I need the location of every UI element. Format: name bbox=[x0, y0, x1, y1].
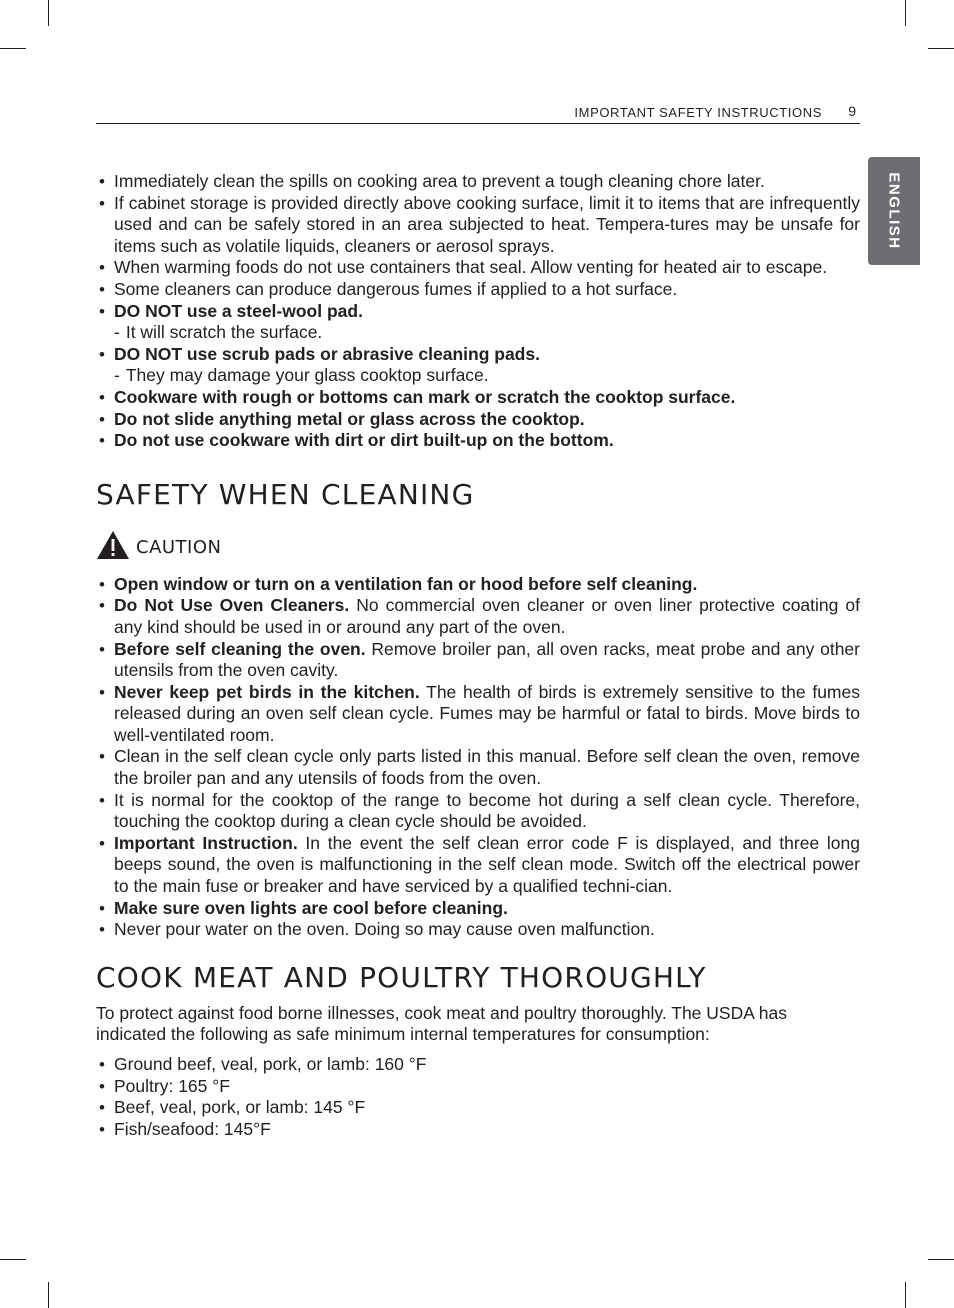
warning-icon bbox=[96, 530, 130, 560]
page-number: 9 bbox=[848, 103, 856, 119]
list-item-text: Never pour water on the oven. Doing so may cause oven malfunction. bbox=[114, 919, 655, 940]
list-item bbox=[96, 430, 860, 452]
list-item bbox=[96, 1054, 860, 1076]
list-item-text: Immediately clean the spills on cooking area to prevent a tough cleaning chore later. bbox=[114, 171, 765, 191]
list-item bbox=[96, 171, 860, 193]
list-item-text: When warming foods do not use containers that seal. Allow venting for heated air to escape. bbox=[114, 257, 828, 278]
list-item-text: It is normal for the cooktop of the range to become hot during a self clean cycle. Therefore, touching the cooktop during a clean cycle should be avoided. bbox=[114, 789, 860, 832]
list-item-text: Poultry: 165 °F bbox=[114, 1075, 230, 1096]
list-item bbox=[96, 898, 860, 920]
crop-mark bbox=[905, 1282, 906, 1308]
list-item bbox=[96, 574, 860, 596]
language-tab bbox=[868, 157, 920, 265]
list-item-text: In the event the self clean error code F is displayed, and three long beeps sound, the oven is malfunctioning in the self clean mode. Switch off the electrical power to the main fuse or breaker and have serviced by a qualified techni-cian. bbox=[114, 832, 860, 897]
section-heading-cook-meat: COOK MEAT AND POULTRY THOROUGHLY bbox=[96, 960, 707, 994]
list-item bbox=[96, 409, 860, 431]
language-tab-label: ENGLISH bbox=[885, 172, 903, 250]
list-item bbox=[96, 257, 860, 279]
list-item-bold-text: Cookware with rough or bottoms can mark or scratch the cooktop surface. bbox=[114, 386, 736, 407]
caution-label: CAUTION bbox=[136, 537, 222, 559]
crop-mark bbox=[928, 1259, 954, 1260]
temperature-list bbox=[96, 1054, 860, 1140]
crop-mark bbox=[0, 48, 26, 49]
page-content bbox=[96, 171, 860, 1140]
crop-mark bbox=[0, 1259, 26, 1260]
running-header bbox=[96, 103, 860, 124]
crop-mark bbox=[928, 48, 954, 49]
list-item-bold-text: Do not slide anything metal or glass across the cooktop. bbox=[114, 408, 585, 429]
cook-meat-intro: To protect against food borne illnesses, cook meat and poultry thoroughly. The USDA has indicated the following as safe minimum internal temperatures for consumption: bbox=[96, 1002, 788, 1045]
crop-mark bbox=[48, 1282, 49, 1308]
cooktop-safety-list bbox=[96, 171, 860, 452]
list-item-text: Beef, veal, pork, or lamb: 145 °F bbox=[114, 1097, 366, 1118]
list-item-bold-text: Do Not Use Oven Cleaners. bbox=[114, 595, 350, 616]
list-item-bold-text: DO NOT use scrub pads or abrasive cleaning pads. bbox=[114, 343, 540, 364]
list-item-bold-text: DO NOT use a steel-wool pad. bbox=[114, 300, 363, 321]
list-item-text: Fish/seafood: 145°F bbox=[114, 1118, 271, 1139]
list-item-bold-text: Important Instruction. bbox=[114, 832, 298, 853]
caution-row bbox=[96, 530, 860, 560]
sub-item-text: It will scratch the surface. bbox=[125, 322, 323, 343]
section-heading-cleaning: SAFETY WHEN CLEANING bbox=[96, 477, 475, 511]
running-title: IMPORTANT SAFETY INSTRUCTIONS bbox=[574, 105, 822, 120]
list-item bbox=[96, 301, 860, 344]
list-item bbox=[96, 193, 860, 258]
list-item bbox=[96, 919, 860, 941]
list-item bbox=[96, 1076, 860, 1098]
list-item bbox=[96, 1119, 860, 1141]
list-item-text: Remove broiler pan, all oven racks, meat probe and any other utensils from the oven cavity. bbox=[114, 638, 860, 681]
sub-item bbox=[114, 365, 860, 387]
list-item-bold-text: Open window or turn on a ventilation fan or hood before self cleaning. bbox=[114, 573, 698, 594]
crop-mark bbox=[48, 0, 49, 26]
list-item-bold-text: Make sure oven lights are cool before cleaning. bbox=[114, 897, 508, 918]
list-item-bold-text: Do not use cookware with dirt or dirt built-up on the bottom. bbox=[114, 430, 614, 451]
list-item bbox=[96, 833, 860, 898]
list-item bbox=[96, 682, 860, 747]
list-item bbox=[96, 344, 860, 387]
dash-marker: - bbox=[114, 365, 120, 386]
list-item bbox=[96, 1097, 860, 1119]
list-item-bold-text: Before self cleaning the oven. bbox=[114, 638, 366, 659]
list-item-text: Some cleaners can produce dangerous fumes if applied to a hot surface. bbox=[114, 278, 678, 299]
list-item-text: The health of birds is extremely sensitive to the fumes released during an oven self clean cycle. Fumes may be harmful or fatal to birds. Move birds to well-ventilated room. bbox=[114, 681, 860, 745]
list-item bbox=[96, 746, 860, 789]
list-item bbox=[96, 279, 860, 301]
list-item-text: No commercial oven cleaner or oven liner protective coating of any kind should be used in or around any part of the oven. bbox=[114, 595, 860, 637]
sub-item bbox=[114, 322, 860, 344]
list-item-bold-text: Never keep pet birds in the kitchen. bbox=[114, 681, 420, 702]
cleaning-safety-list bbox=[96, 574, 860, 941]
crop-mark bbox=[905, 0, 906, 26]
list-item bbox=[96, 790, 860, 833]
list-item-text: Ground beef, veal, pork, or lamb: 160 °F bbox=[114, 1054, 427, 1074]
sub-item-text: They may damage your glass cooktop surface. bbox=[125, 365, 489, 386]
list-item bbox=[96, 639, 860, 682]
list-item bbox=[96, 387, 860, 409]
list-item-text: If cabinet storage is provided directly above cooking surface, limit it to items that are infrequently used and can be safely stored in an area subjected to heat. Tempera-tures may be unsafe for items such as volatile liquids, cleaners or aerosol sprays. bbox=[114, 192, 860, 256]
dash-marker: - bbox=[114, 322, 120, 343]
list-item-text: Clean in the self clean cycle only parts listed in this manual. Before self clean the oven, remove the broiler pan and any utensils of foods from the oven. bbox=[114, 746, 860, 789]
list-item bbox=[96, 595, 860, 638]
